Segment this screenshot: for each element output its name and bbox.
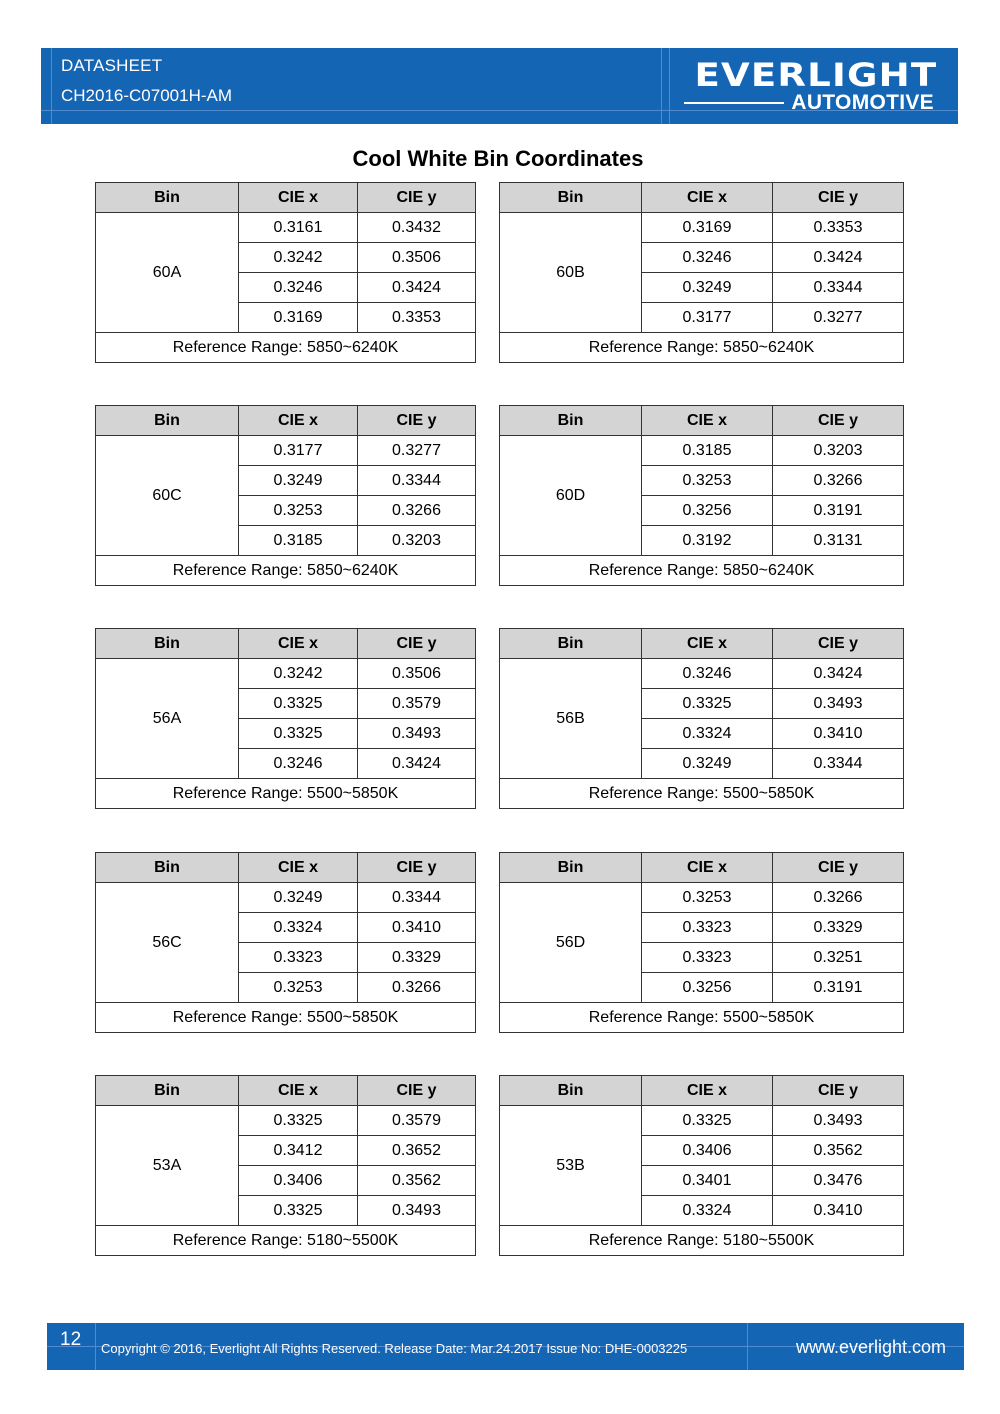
cie-y-cell: 0.3476 (773, 1166, 904, 1196)
column-header: Bin (96, 853, 239, 883)
cie-x-cell: 0.3325 (239, 1196, 358, 1226)
cie-y-cell: 0.3203 (773, 436, 904, 466)
cie-y-cell: 0.3506 (358, 659, 476, 689)
bin-name-cell: 60A (96, 213, 239, 333)
bin-name-cell: 60D (500, 436, 642, 556)
cie-x-cell: 0.3324 (642, 719, 773, 749)
cie-x-cell: 0.3324 (642, 1196, 773, 1226)
cie-x-cell: 0.3246 (642, 659, 773, 689)
bin-table-56a (95, 628, 476, 809)
table-row (500, 659, 904, 689)
cie-x-cell: 0.3249 (239, 883, 358, 913)
table-header-row (96, 1076, 476, 1106)
table-row (96, 436, 476, 466)
page-title: Cool White Bin Coordinates (352, 146, 644, 171)
bin-name-cell: 53B (500, 1106, 642, 1226)
cie-x-cell: 0.3324 (239, 913, 358, 943)
column-header: CIE y (358, 183, 476, 213)
reference-range: Reference Range: 5500~5850K (500, 779, 904, 809)
copyright-text: Copyright © 2016, Everlight All Rights Reserved. Release Date: Mar.24.2017 Issue No: DHE-0003225 (101, 1341, 688, 1356)
column-header: CIE x (642, 629, 773, 659)
bin-name-cell: 56A (96, 659, 239, 779)
column-header: CIE y (773, 1076, 904, 1106)
reference-range: Reference Range: 5500~5850K (96, 1003, 476, 1033)
cie-y-cell: 0.3353 (773, 213, 904, 243)
cie-y-cell: 0.3329 (358, 943, 476, 973)
cie-x-cell: 0.3323 (642, 913, 773, 943)
cie-y-cell: 0.3329 (773, 913, 904, 943)
cie-x-cell: 0.3253 (239, 496, 358, 526)
header-divider (51, 48, 52, 124)
reference-row (500, 779, 904, 809)
cie-y-cell: 0.3493 (773, 689, 904, 719)
logo-rule (684, 102, 784, 104)
table-row (96, 883, 476, 913)
table-header-row (500, 183, 904, 213)
column-header: CIE y (358, 406, 476, 436)
cie-x-cell: 0.3325 (239, 719, 358, 749)
bin-table-56b (499, 628, 904, 809)
column-header: Bin (96, 183, 239, 213)
column-header: Bin (96, 406, 239, 436)
cie-x-cell: 0.3169 (642, 213, 773, 243)
cie-x-cell: 0.3323 (239, 943, 358, 973)
cie-x-cell: 0.3325 (642, 1106, 773, 1136)
cie-x-cell: 0.3253 (642, 466, 773, 496)
column-header: CIE y (773, 183, 904, 213)
cie-x-cell: 0.3325 (239, 689, 358, 719)
cie-y-cell: 0.3493 (358, 719, 476, 749)
footer-band (47, 1323, 964, 1370)
cie-y-cell: 0.3266 (358, 496, 476, 526)
website-link[interactable]: www.everlight.com (795, 1337, 946, 1357)
header-divider (669, 48, 670, 124)
table-header-row (500, 629, 904, 659)
bin-name-cell: 53A (96, 1106, 239, 1226)
reference-range: Reference Range: 5850~6240K (96, 333, 476, 363)
cie-y-cell: 0.3410 (773, 1196, 904, 1226)
column-header: CIE x (642, 1076, 773, 1106)
reference-range: Reference Range: 5850~6240K (500, 556, 904, 586)
cie-y-cell: 0.3131 (773, 526, 904, 556)
table-row (500, 1106, 904, 1136)
table-header-row (96, 183, 476, 213)
cie-y-cell: 0.3191 (773, 973, 904, 1003)
bin-name-cell: 60C (96, 436, 239, 556)
bin-table-56d (499, 852, 904, 1033)
cie-x-cell: 0.3192 (642, 526, 773, 556)
column-header: CIE y (773, 853, 904, 883)
cie-y-cell: 0.3579 (358, 689, 476, 719)
cie-y-cell: 0.3266 (773, 883, 904, 913)
cie-y-cell: 0.3191 (773, 496, 904, 526)
column-header: CIE y (773, 406, 904, 436)
cie-x-cell: 0.3246 (239, 749, 358, 779)
cie-y-cell: 0.3410 (358, 913, 476, 943)
header-band (41, 48, 958, 124)
bin-name-cell: 56C (96, 883, 239, 1003)
cie-y-cell: 0.3493 (358, 1196, 476, 1226)
cie-y-cell: 0.3344 (358, 883, 476, 913)
cie-y-cell: 0.3251 (773, 943, 904, 973)
cie-y-cell: 0.3579 (358, 1106, 476, 1136)
cie-y-cell: 0.3344 (358, 466, 476, 496)
reference-range: Reference Range: 5180~5500K (500, 1226, 904, 1256)
column-header: CIE x (642, 183, 773, 213)
cie-x-cell: 0.3325 (642, 689, 773, 719)
cie-x-cell: 0.3253 (239, 973, 358, 1003)
reference-range: Reference Range: 5850~6240K (500, 333, 904, 363)
cie-x-cell: 0.3256 (642, 973, 773, 1003)
column-header: CIE x (239, 406, 358, 436)
column-header: Bin (500, 406, 642, 436)
cie-y-cell: 0.3277 (358, 436, 476, 466)
page-number: 12 (60, 1329, 82, 1350)
column-header: Bin (500, 1076, 642, 1106)
table-row (96, 213, 476, 243)
cie-x-cell: 0.3169 (239, 303, 358, 333)
bin-table-53a (95, 1075, 476, 1256)
reference-row (96, 333, 476, 363)
cie-x-cell: 0.3242 (239, 659, 358, 689)
cie-y-cell: 0.3266 (358, 973, 476, 1003)
everlight-logo (681, 54, 951, 120)
cie-y-cell: 0.3266 (773, 466, 904, 496)
bin-name-cell: 56B (500, 659, 642, 779)
cie-x-cell: 0.3325 (239, 1106, 358, 1136)
cie-x-cell: 0.3406 (642, 1136, 773, 1166)
cie-x-cell: 0.3161 (239, 213, 358, 243)
reference-row (500, 333, 904, 363)
bin-table-60b (499, 182, 904, 363)
cie-x-cell: 0.3253 (642, 883, 773, 913)
cie-y-cell: 0.3506 (358, 243, 476, 273)
cie-y-cell: 0.3652 (358, 1136, 476, 1166)
reference-row (500, 1226, 904, 1256)
column-header: Bin (96, 1076, 239, 1106)
reference-row (96, 1003, 476, 1033)
cie-y-cell: 0.3410 (773, 719, 904, 749)
bin-table-60c (95, 405, 476, 586)
column-header: CIE x (239, 629, 358, 659)
cie-x-cell: 0.3246 (642, 243, 773, 273)
cie-x-cell: 0.3412 (239, 1136, 358, 1166)
column-header: CIE y (773, 629, 904, 659)
cie-y-cell: 0.3562 (358, 1166, 476, 1196)
cie-x-cell: 0.3323 (642, 943, 773, 973)
logo-main-text: EVERLIGHT (694, 56, 937, 94)
cie-x-cell: 0.3249 (239, 466, 358, 496)
reference-row (96, 1226, 476, 1256)
column-header: CIE x (239, 853, 358, 883)
table-header-row (500, 406, 904, 436)
cie-x-cell: 0.3177 (642, 303, 773, 333)
column-header: Bin (500, 183, 642, 213)
bin-table-60a (95, 182, 476, 363)
cie-y-cell: 0.3344 (773, 273, 904, 303)
reference-range: Reference Range: 5500~5850K (96, 779, 476, 809)
cie-x-cell: 0.3246 (239, 273, 358, 303)
table-row (500, 213, 904, 243)
column-header: CIE y (358, 853, 476, 883)
cie-y-cell: 0.3344 (773, 749, 904, 779)
doc-code-label: CH2016-C07001H-AM (61, 86, 233, 105)
reference-row (500, 1003, 904, 1033)
table-header-row (500, 853, 904, 883)
cie-y-cell: 0.3562 (773, 1136, 904, 1166)
column-header: Bin (500, 853, 642, 883)
column-header: Bin (96, 629, 239, 659)
doc-kind-label: DATASHEET (61, 56, 163, 75)
bin-table-56c (95, 852, 476, 1033)
bin-table-53b (499, 1075, 904, 1256)
cie-x-cell: 0.3185 (239, 526, 358, 556)
reference-row (96, 779, 476, 809)
cie-y-cell: 0.3353 (358, 303, 476, 333)
table-header-row (500, 1076, 904, 1106)
logo-sub-text: AUTOMOTIVE (791, 91, 934, 114)
cie-x-cell: 0.3177 (239, 436, 358, 466)
cie-x-cell: 0.3242 (239, 243, 358, 273)
column-header: CIE y (358, 629, 476, 659)
reference-range: Reference Range: 5180~5500K (96, 1226, 476, 1256)
cie-y-cell: 0.3424 (773, 659, 904, 689)
cie-x-cell: 0.3249 (642, 749, 773, 779)
column-header: CIE x (239, 1076, 358, 1106)
cie-x-cell: 0.3406 (239, 1166, 358, 1196)
table-row (96, 659, 476, 689)
cie-x-cell: 0.3185 (642, 436, 773, 466)
cie-y-cell: 0.3424 (358, 273, 476, 303)
column-header: CIE x (239, 183, 358, 213)
reference-range: Reference Range: 5850~6240K (96, 556, 476, 586)
column-header: Bin (500, 629, 642, 659)
bin-table-60d (499, 405, 904, 586)
cie-y-cell: 0.3277 (773, 303, 904, 333)
column-header: CIE y (358, 1076, 476, 1106)
cie-y-cell: 0.3493 (773, 1106, 904, 1136)
cie-y-cell: 0.3203 (358, 526, 476, 556)
cie-x-cell: 0.3401 (642, 1166, 773, 1196)
cie-y-cell: 0.3432 (358, 213, 476, 243)
table-header-row (96, 629, 476, 659)
table-header-row (96, 406, 476, 436)
table-header-row (96, 853, 476, 883)
bin-name-cell: 56D (500, 883, 642, 1003)
reference-row (500, 556, 904, 586)
cie-y-cell: 0.3424 (358, 749, 476, 779)
cie-x-cell: 0.3249 (642, 273, 773, 303)
cie-x-cell: 0.3256 (642, 496, 773, 526)
bin-name-cell: 60B (500, 213, 642, 333)
cie-y-cell: 0.3424 (773, 243, 904, 273)
column-header: CIE x (642, 853, 773, 883)
table-row (96, 1106, 476, 1136)
column-header: CIE x (642, 406, 773, 436)
table-row (500, 883, 904, 913)
table-row (500, 436, 904, 466)
reference-row (96, 556, 476, 586)
header-divider (661, 48, 662, 124)
reference-range: Reference Range: 5500~5850K (500, 1003, 904, 1033)
